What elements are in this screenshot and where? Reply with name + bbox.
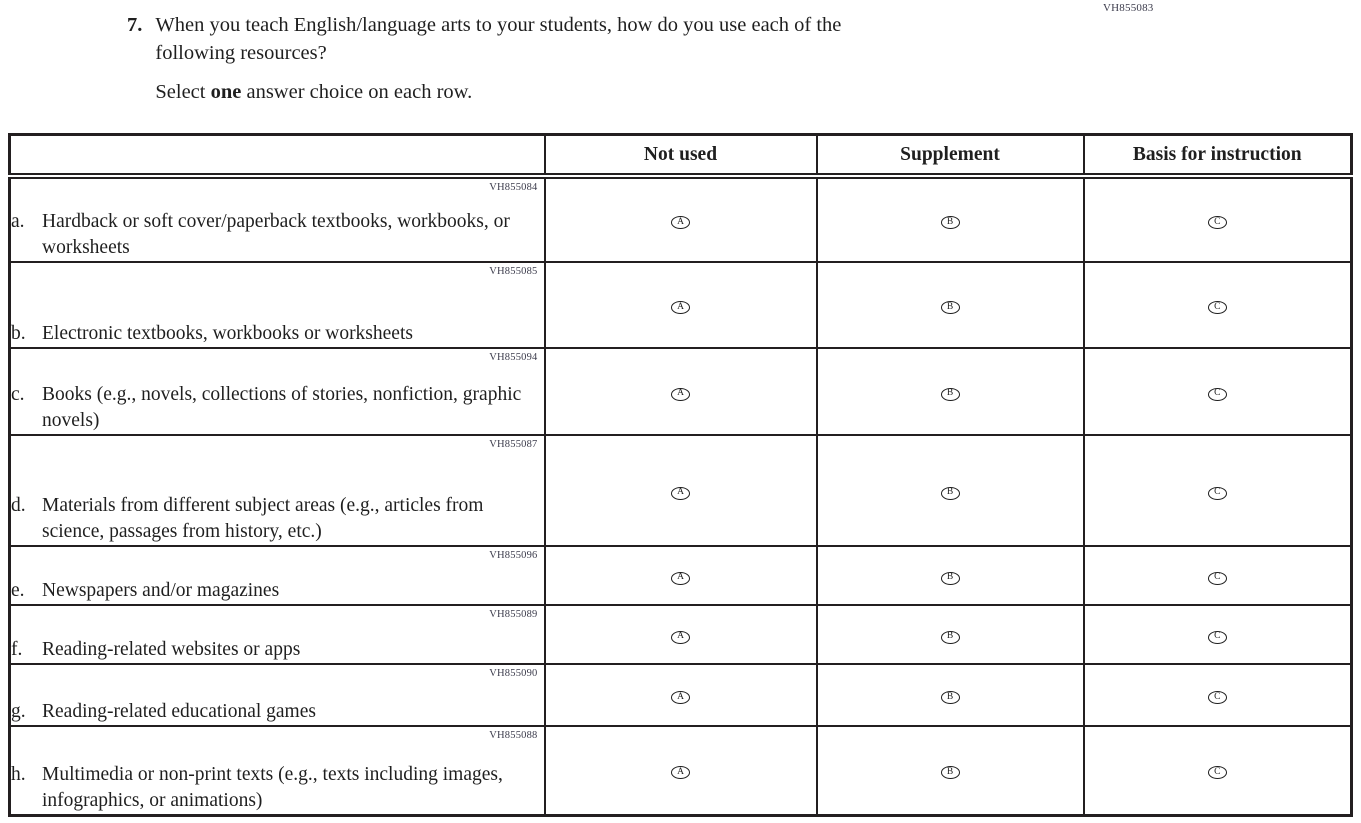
item-code: VH855096 (489, 550, 538, 561)
option-b-supplement-bubble[interactable]: B (941, 691, 960, 704)
not-used-cell (545, 262, 817, 348)
item-cell (10, 605, 545, 664)
option-a-not-used-bubble[interactable]: A (671, 572, 690, 585)
supplement-cell (817, 605, 1084, 664)
supplement-cell (817, 726, 1084, 815)
supplement-cell (817, 435, 1084, 546)
not-used-cell (545, 546, 817, 605)
table-row (10, 546, 1352, 605)
option-c-basis-bubble[interactable]: C (1208, 487, 1227, 500)
item-text: Reading-related educational games (42, 701, 316, 722)
option-b-supplement-bubble[interactable]: B (941, 572, 960, 585)
basis-for-instruction-cell (1084, 435, 1352, 546)
question-block (127, 11, 841, 106)
not-used-cell (545, 664, 817, 726)
instruction-prefix: Select (155, 81, 211, 103)
item-code: VH855090 (489, 668, 538, 679)
item-label (11, 578, 544, 604)
supplement-cell (817, 262, 1084, 348)
item-cell (10, 546, 545, 605)
item-letter: g. (11, 701, 26, 722)
item-cell (10, 262, 545, 348)
header-blank-cell (10, 135, 545, 177)
item-letter: h. (11, 763, 26, 785)
option-c-basis-bubble[interactable]: C (1208, 388, 1227, 401)
item-label (11, 699, 544, 725)
item-text: Reading-related websites or apps (42, 639, 301, 660)
table-row (10, 664, 1352, 726)
question-text-line: following resources? (155, 42, 327, 64)
not-used-cell (545, 726, 817, 815)
option-b-supplement-bubble[interactable]: B (941, 301, 960, 314)
item-letter: d. (11, 495, 26, 516)
table-row (10, 176, 1352, 262)
question-text-line: When you teach English/language arts to your students, how do you use each of the (155, 14, 842, 36)
basis-for-instruction-cell (1084, 546, 1352, 605)
item-cell (10, 664, 545, 726)
basis-for-instruction-cell (1084, 262, 1352, 348)
item-text: Electronic textbooks, workbooks or worksheets (42, 323, 413, 344)
header-basis-for-instruction: Basis for instruction (1084, 135, 1352, 177)
table-row (10, 348, 1352, 435)
supplement-cell (817, 348, 1084, 435)
item-text: Multimedia or non-print texts (e.g., texts including images, infographics, or animations) (42, 763, 503, 811)
question-group-code: VH855083 (1103, 2, 1154, 14)
item-text: Hardback or soft cover/paperback textbooks, workbooks, or worksheets (42, 211, 510, 258)
basis-for-instruction-cell (1084, 348, 1352, 435)
item-code: VH855084 (489, 182, 538, 193)
item-label (11, 762, 544, 814)
item-label (11, 493, 544, 545)
option-a-not-used-bubble[interactable]: A (671, 301, 690, 314)
option-c-basis-bubble[interactable]: C (1208, 301, 1227, 314)
question-instruction (155, 78, 841, 106)
basis-for-instruction-cell (1084, 176, 1352, 262)
table-row (10, 262, 1352, 348)
supplement-cell (817, 176, 1084, 262)
item-code: VH855088 (489, 730, 538, 741)
option-b-supplement-bubble[interactable]: B (941, 631, 960, 644)
item-label (11, 637, 544, 663)
item-letter: b. (11, 323, 26, 344)
option-a-not-used-bubble[interactable]: A (671, 216, 690, 229)
instruction-suffix: answer choice on each row. (241, 81, 473, 103)
item-code: VH855089 (489, 609, 538, 620)
option-b-supplement-bubble[interactable]: B (941, 766, 960, 779)
item-cell (10, 348, 545, 435)
basis-for-instruction-cell (1084, 726, 1352, 815)
table-row (10, 435, 1352, 546)
item-text: Books (e.g., novels, collections of stories, nonfiction, graphic novels) (42, 384, 522, 431)
item-text: Newspapers and/or magazines (42, 580, 280, 601)
header-not-used: Not used (545, 135, 817, 177)
basis-for-instruction-cell (1084, 605, 1352, 664)
basis-for-instruction-cell (1084, 664, 1352, 726)
supplement-cell (817, 664, 1084, 726)
resource-usage-table (8, 133, 1353, 817)
item-label (11, 209, 544, 261)
not-used-cell (545, 348, 817, 435)
item-letter: a. (11, 211, 25, 232)
option-c-basis-bubble[interactable]: C (1208, 631, 1227, 644)
item-label (11, 321, 544, 347)
option-a-not-used-bubble[interactable]: A (671, 487, 690, 500)
item-code: VH855087 (489, 439, 538, 450)
item-cell (10, 176, 545, 262)
not-used-cell (545, 435, 817, 546)
not-used-cell (545, 605, 817, 664)
option-c-basis-bubble[interactable]: C (1208, 216, 1227, 229)
item-letter: e. (11, 580, 25, 601)
option-c-basis-bubble[interactable]: C (1208, 691, 1227, 704)
item-cell (10, 726, 545, 815)
option-b-supplement-bubble[interactable]: B (941, 487, 960, 500)
item-text: Materials from different subject areas (e.g., articles from science, passages from history, etc.) (42, 495, 484, 542)
question-number: 7. (127, 14, 143, 36)
item-code: VH855085 (489, 266, 538, 277)
item-code: VH855094 (489, 352, 538, 363)
option-b-supplement-bubble[interactable]: B (941, 388, 960, 401)
resource-table-body (10, 176, 1352, 815)
item-label (11, 382, 544, 434)
header-supplement: Supplement (817, 135, 1084, 177)
question-text (155, 11, 841, 106)
option-c-basis-bubble[interactable]: C (1208, 766, 1227, 779)
table-header-row (10, 135, 1352, 177)
option-a-not-used-bubble[interactable]: A (671, 631, 690, 644)
item-letter: f. (11, 639, 23, 660)
table-row (10, 726, 1352, 815)
instruction-bold-word: one (210, 81, 242, 103)
item-letter: c. (11, 384, 25, 405)
option-b-supplement-bubble[interactable]: B (941, 216, 960, 229)
not-used-cell (545, 176, 817, 262)
option-a-not-used-bubble[interactable]: A (671, 766, 690, 779)
item-cell (10, 435, 545, 546)
supplement-cell (817, 546, 1084, 605)
option-a-not-used-bubble[interactable]: A (671, 388, 690, 401)
option-c-basis-bubble[interactable]: C (1208, 572, 1227, 585)
option-a-not-used-bubble[interactable]: A (671, 691, 690, 704)
table-row (10, 605, 1352, 664)
